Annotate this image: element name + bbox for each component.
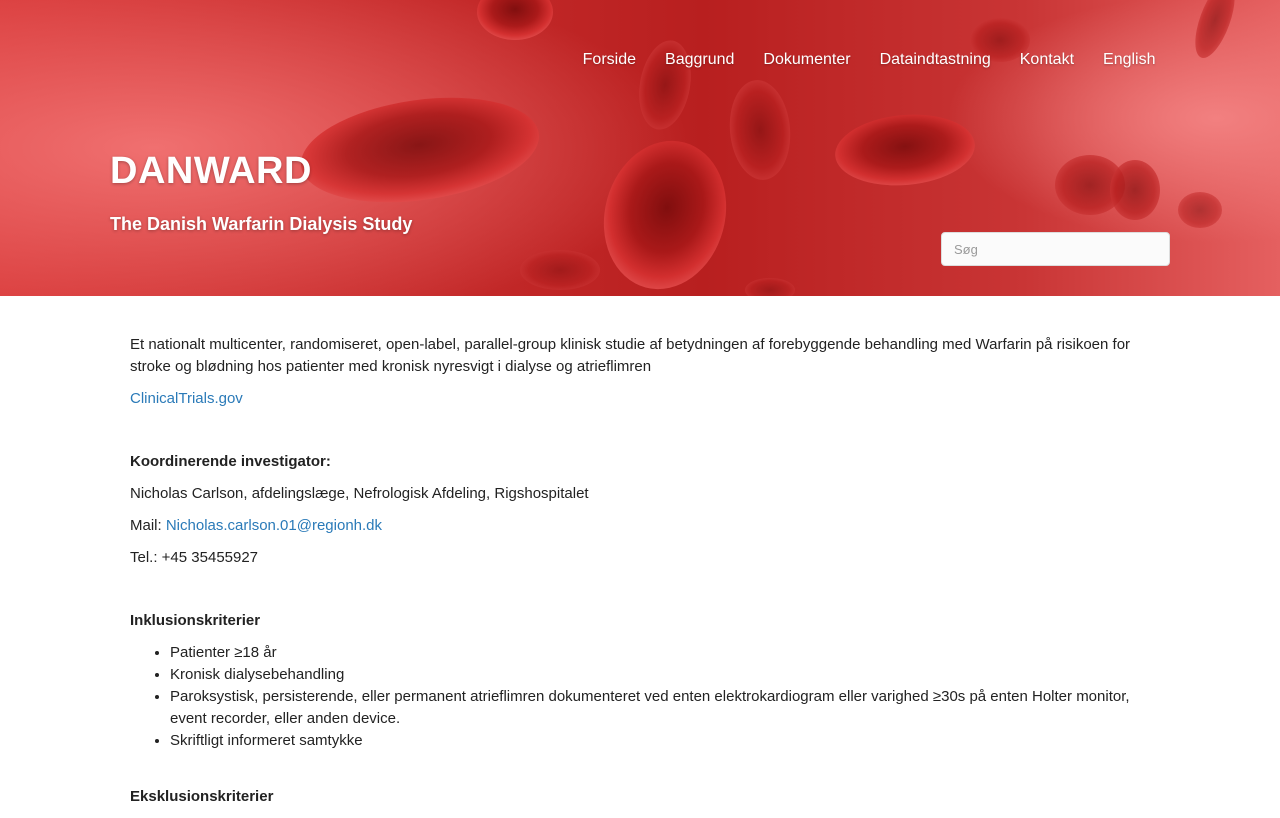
coordinator-heading-text: Koordinerende investigator:: [130, 453, 331, 470]
spacer: [130, 752, 1150, 786]
nav-item-kontakt[interactable]: Kontakt: [1019, 51, 1075, 68]
site-title: DANWARD: [110, 150, 312, 192]
main-navigation: [568, 50, 1170, 70]
nav-item-dokumenter[interactable]: Dokumenter: [763, 51, 851, 68]
mail-label: Mail:: [130, 517, 166, 534]
nav-item-dataindtastning[interactable]: Dataindtastning: [879, 51, 991, 68]
list-item: • Paroksystisk, persisterende, eller permanent atrieflimren dokumenteret ved enten elektrokardiogram eller varighed ≥30s på enten Holter monitor, event recorder, eller anden device.: [170, 686, 1150, 730]
nav-item-baggrund[interactable]: Baggrund: [665, 51, 735, 68]
nav-item-english[interactable]: English: [1103, 51, 1156, 68]
spacer: [130, 579, 1150, 610]
coordinator-heading: [130, 451, 1150, 473]
search-input[interactable]: [941, 232, 1170, 266]
coordinator-phone: Tel.: +45 35455927: [130, 549, 259, 566]
hero-banner: [0, 0, 1280, 296]
clinicaltrials-link[interactable]: ClinicalTrials.gov: [130, 390, 243, 407]
nav-item-forside[interactable]: Forside: [582, 51, 637, 68]
site-subtitle: The Danish Warfarin Dialysis Study: [110, 214, 413, 234]
inclusion-heading: [130, 610, 1150, 632]
coordinator-name: Nicholas Carlson, afdelingslæge, Nefrologisk Afdeling, Rigshospitalet: [130, 485, 589, 502]
list-item: • Skriftligt informeret samtykke: [170, 730, 1150, 752]
inclusion-list: [130, 642, 1150, 752]
exclusion-heading: [130, 786, 1150, 808]
inclusion-heading-text: Inklusionskriterier: [130, 612, 261, 629]
main-content: [130, 334, 1150, 818]
exclusion-heading-text: Eksklusionskriterier: [130, 788, 274, 805]
clinicaltrials-paragraph: [130, 388, 1150, 410]
spacer: [130, 420, 1150, 451]
mail-link[interactable]: Nicholas.carlson.01@regionh.dk: [165, 517, 383, 534]
coordinator-mail: [130, 515, 1150, 537]
list-item: • Patienter ≥18 år: [170, 642, 1150, 664]
intro-text: Et nationalt multicenter, randomiseret, open-label, parallel-group klinisk studie af betydningen af forebyggende behandling med Warfarin på risikoen for stroke og blødning hos patienter med kronisk nyresvigt i dialyse og atrieflimren: [130, 336, 1131, 375]
list-item: • Kronisk dialysebehandling: [170, 664, 1150, 686]
